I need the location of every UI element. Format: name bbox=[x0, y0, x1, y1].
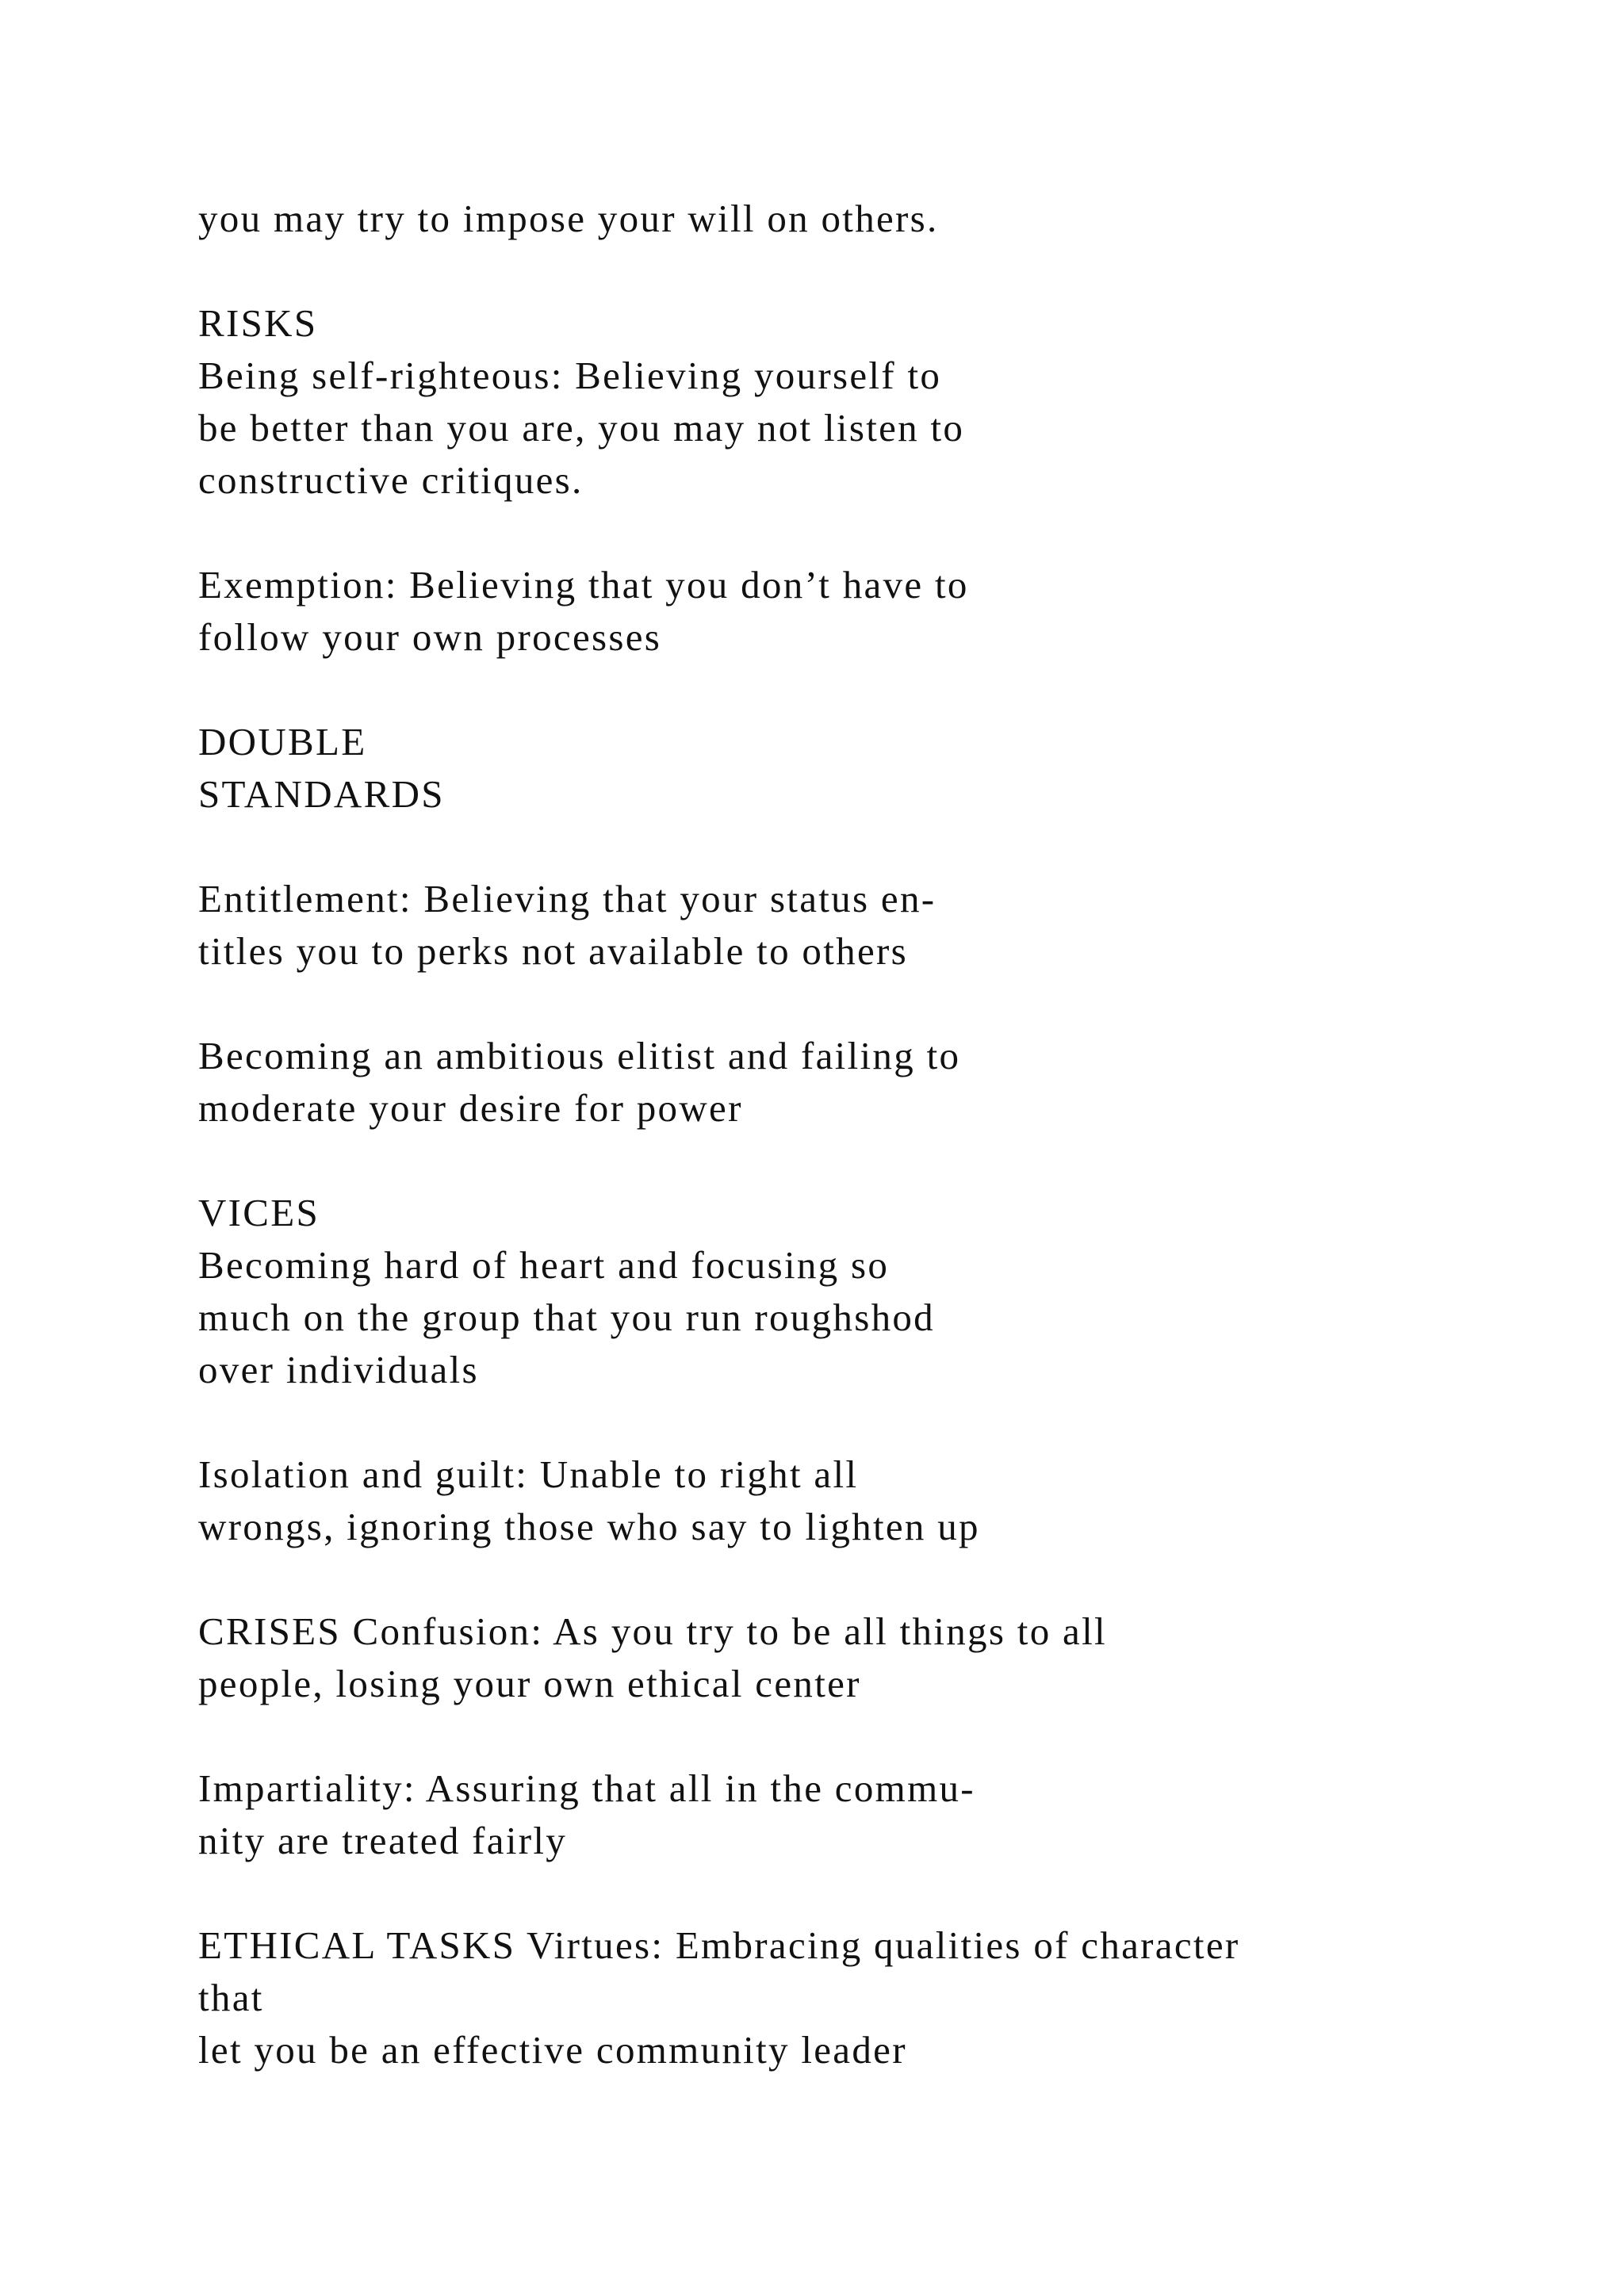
text-line: moderate your desire for power bbox=[198, 1086, 743, 1130]
section-heading-double: DOUBLE bbox=[198, 720, 367, 763]
blank-line bbox=[198, 1710, 1546, 1762]
text-line: wrongs, ignoring those who say to lighten up bbox=[198, 1505, 980, 1548]
text-line: people, losing your own ethical center bbox=[198, 1662, 861, 1705]
text-line: Entitlement: Believing that your status en- bbox=[198, 877, 936, 920]
blank-line bbox=[198, 664, 1546, 716]
section-heading-risks: RISKS bbox=[198, 301, 318, 345]
text-line: much on the group that you run roughshod bbox=[198, 1295, 935, 1339]
text-line: over individuals bbox=[198, 1348, 479, 1391]
blank-line bbox=[198, 821, 1546, 873]
blank-line bbox=[198, 1396, 1546, 1448]
text-line: let you be an effective community leader bbox=[198, 2028, 907, 2072]
text-line: Becoming an ambitious elitist and failing to bbox=[198, 1034, 961, 1077]
text-line: Exemption: Believing that you don’t have to bbox=[198, 563, 969, 607]
blank-line bbox=[198, 1867, 1546, 1919]
blank-line bbox=[198, 507, 1546, 559]
text-line: be better than you are, you may not listen to bbox=[198, 406, 965, 450]
text-line: Isolation and guilt: Unable to right all bbox=[198, 1452, 859, 1496]
section-line-ethical-tasks: ETHICAL TASKS Virtues: Embracing qualities of character bbox=[198, 1923, 1240, 1967]
text-line: constructive critiques. bbox=[198, 458, 584, 502]
text-line: titles you to perks not available to others bbox=[198, 929, 908, 973]
text-line: follow your own processes bbox=[198, 615, 662, 659]
blank-line bbox=[198, 1553, 1546, 1605]
section-line-crises: CRISES Confusion: As you try to be all things to all bbox=[198, 1609, 1107, 1653]
blank-line bbox=[198, 245, 1546, 297]
text-line: nity are treated fairly bbox=[198, 1819, 568, 1862]
section-heading-standards: STANDARDS bbox=[198, 772, 445, 816]
section-heading-vices: VICES bbox=[198, 1191, 320, 1234]
text-line: that bbox=[198, 1976, 264, 2019]
document-body bbox=[198, 193, 1546, 2076]
text-line: Becoming hard of heart and focusing so bbox=[198, 1243, 890, 1287]
text-line: Impartiality: Assuring that all in the commu- bbox=[198, 1766, 975, 1810]
text-line: you may try to impose your will on others. bbox=[198, 197, 939, 240]
blank-line bbox=[198, 978, 1546, 1030]
text-line: Being self-righteous: Believing yourself to bbox=[198, 354, 942, 397]
blank-line bbox=[198, 1135, 1546, 1187]
